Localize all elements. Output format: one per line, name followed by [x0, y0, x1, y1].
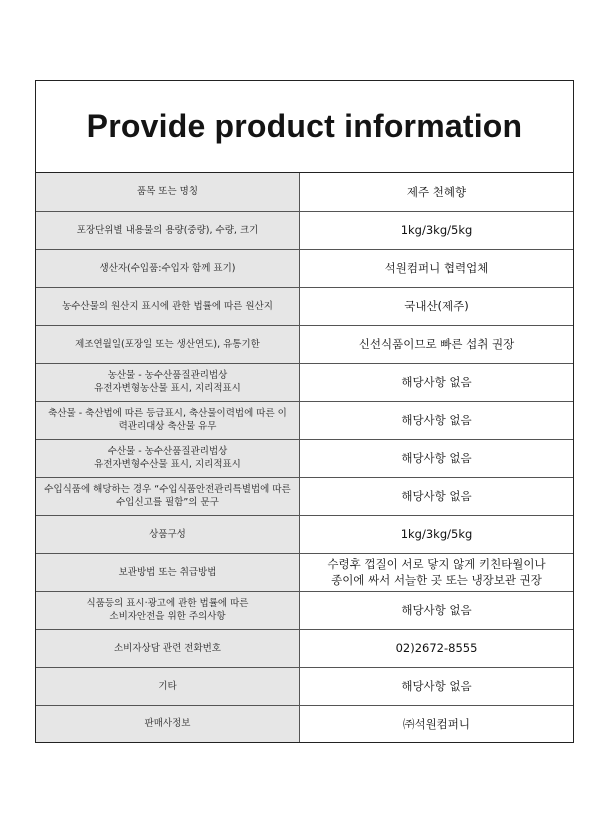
page-title: Provide product information	[36, 81, 573, 173]
info-row	[36, 629, 573, 667]
row-value: 해당사항 없음	[300, 401, 574, 439]
row-value: 해당사항 없음	[300, 477, 574, 515]
product-info-table	[36, 173, 573, 742]
info-row	[36, 249, 573, 287]
info-row	[36, 173, 573, 211]
row-value: 제주 천혜향	[406, 184, 467, 199]
row-value: 국내산(제주)	[300, 287, 574, 325]
row-value: 1kg/3kg/5kg	[300, 211, 574, 249]
row-label: 품목 또는 명칭	[36, 173, 300, 211]
row-value: 02)2672-8555	[300, 629, 574, 667]
row-label: 농산물 - 농수산품질관리법상 유전자변형농산물 표시, 지리적표시	[36, 363, 300, 401]
row-label: 수산물 - 농수산품질관리법상 유전자변형수산물 표시, 지리적표시	[36, 439, 300, 477]
row-label: 판매사정보	[36, 705, 300, 742]
product-info-sheet	[35, 80, 574, 743]
info-row	[36, 515, 573, 553]
row-value: 석원컴퍼니 협력업체	[300, 249, 574, 287]
row-label: 식품등의 표시·광고에 관한 법률에 따른 소비자안전을 위한 주의사항	[36, 591, 300, 629]
info-row	[36, 287, 573, 325]
row-value: 해당사항 없음	[300, 591, 574, 629]
row-value: 수령후 껍질이 서로 닿지 않게 키친타월이나 종이에 싸서 서늘한 곳 또는 냉장보관 권장	[300, 553, 574, 591]
info-row	[36, 401, 573, 439]
info-row	[36, 477, 573, 515]
info-row	[36, 211, 573, 249]
row-label: 생산자(수입품:수입자 함께 표기)	[36, 249, 300, 287]
info-row	[36, 667, 573, 705]
row-value: ㈜석원컴퍼니	[300, 705, 574, 742]
info-row	[36, 363, 573, 401]
row-label: 축산물 - 축산법에 따른 등급표시, 축산물이력법에 따른 이 력관리대상 축산물 유무	[36, 401, 300, 439]
info-row	[36, 325, 573, 363]
row-label: 기타	[36, 667, 300, 705]
row-label: 제조연월일(포장일 또는 생산연도), 유통기한	[36, 325, 300, 363]
row-value: 1kg/3kg/5kg	[300, 515, 574, 553]
row-label: 수입식품에 해당하는 경우 “수입식품안전관리특별법에 따른 수입신고를 필함”의 문구	[36, 477, 300, 515]
row-label: 소비자상담 관련 전화번호	[36, 629, 300, 667]
row-value: 해당사항 없음	[300, 363, 574, 401]
info-row	[36, 591, 573, 629]
row-label: 포장단위별 내용물의 용량(중량), 수량, 크기	[36, 211, 300, 249]
info-row	[36, 553, 573, 591]
row-value: 해당사항 없음	[300, 439, 574, 477]
row-value: 해당사항 없음	[300, 667, 574, 705]
info-row	[36, 705, 573, 742]
row-label: 농수산물의 원산지 표시에 관한 법률에 따른 원산지	[36, 287, 300, 325]
info-row	[36, 439, 573, 477]
row-label: 보관방법 또는 취급방법	[36, 553, 300, 591]
row-value: 신선식품이므로 빠른 섭취 권장	[300, 325, 574, 363]
row-label: 상품구성	[36, 515, 300, 553]
